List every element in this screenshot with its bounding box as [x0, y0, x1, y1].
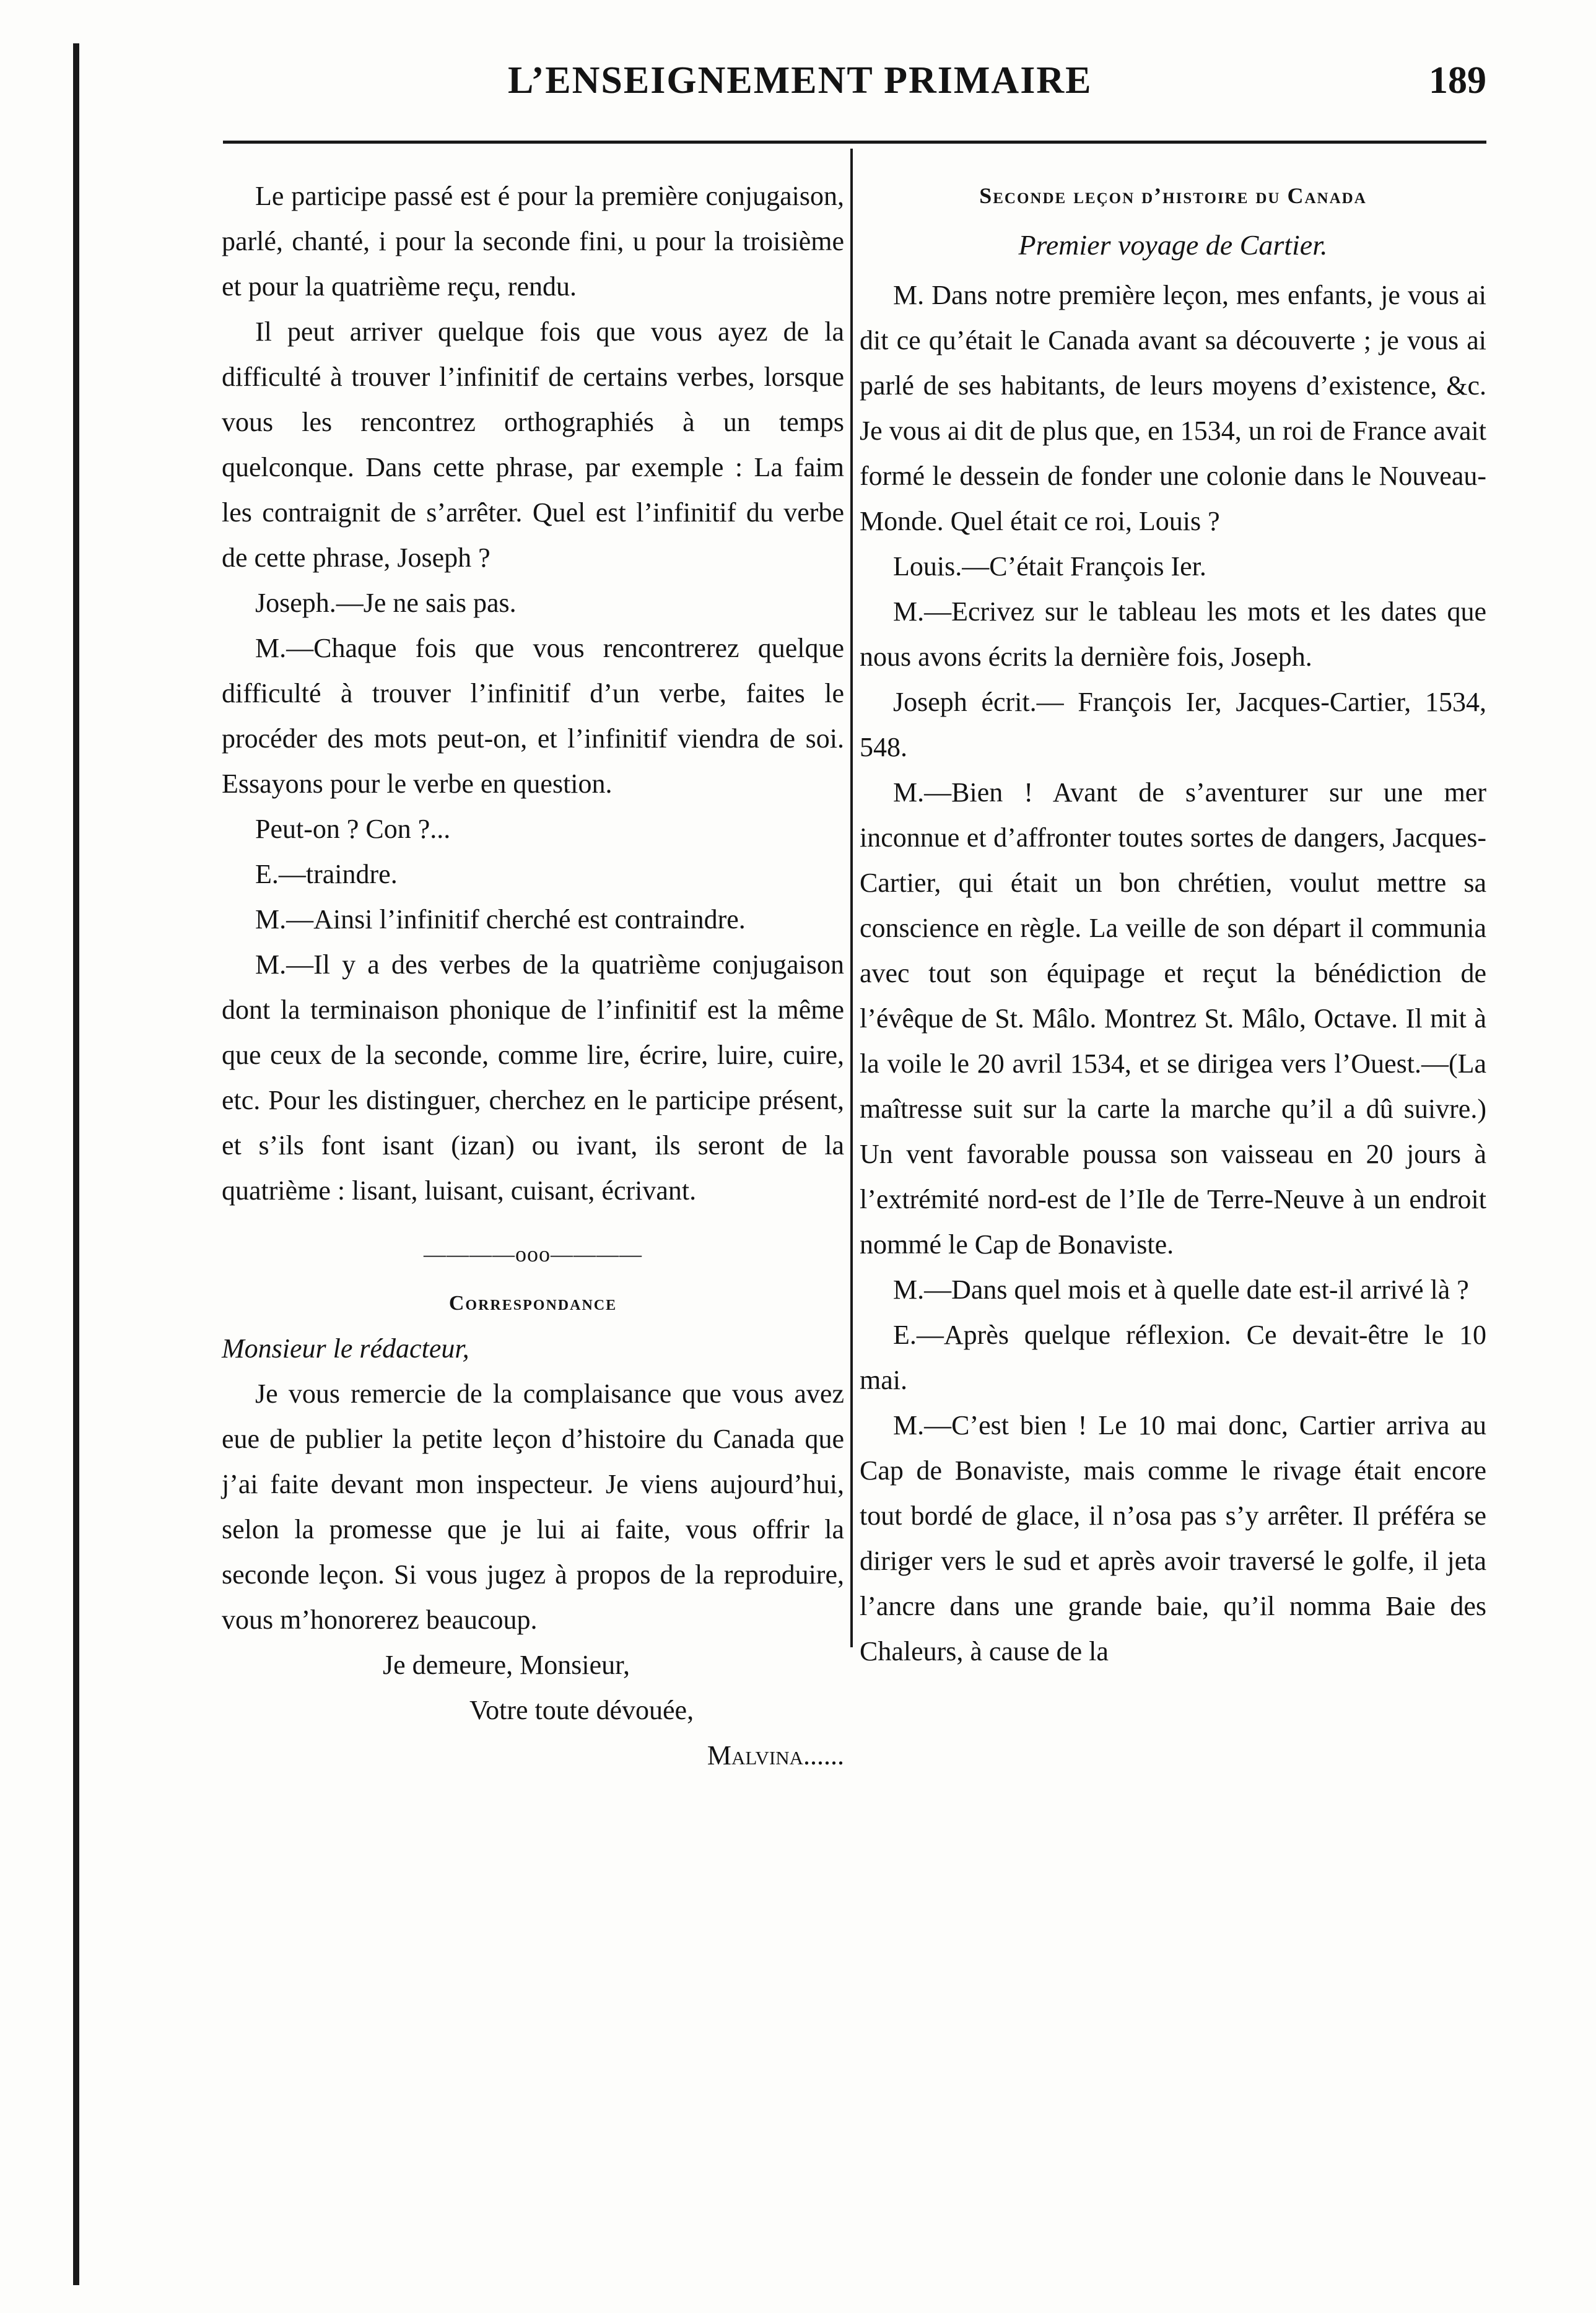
letter-signature: Malvina...... [707, 1740, 844, 1771]
column-divider [850, 149, 853, 1647]
letter-closing: Je demeure, Monsieur, [383, 1650, 630, 1680]
lesson-answer-date: E.—Après quelque réflexion. Ce devait-être le 10 mai. [860, 1320, 1486, 1395]
lesson-paragraph-voyage: M.—Bien ! Avant de s’aventurer sur une mer inconnue et d’affronter toutes sortes de dangers, Jacques-Cartier, qui était un bon chrétien, voulut mettre sa conscience en règle. La veille de son départ il communia avec tout son équipage et reçut la bénédiction de l’évêque de St. Mâlo. Montrez St. Mâlo, Octave. Il mit à la voile le 20 avril 1534, et se dirigea vers l’Ouest.—(La maîtresse suit sur la carte la marche qu’il a dû suivre.) Un vent favorable poussa son vaisseau en 20 jours à l’extrémité nord-est de l’Ile de Terre-Neuve à un endroit nommé le Cap de Bonaviste. [860, 777, 1486, 1260]
header-rule [223, 141, 1486, 144]
dialogue-conclusion: M.—Ainsi l’infinitif cherché est contraindre. [255, 904, 746, 934]
paragraph-participe: Le participe passé est é pour la première conjugaison, parlé, chanté, i pour la seconde fini, u pour la troisième et pour la quatrième reçu, rendu. [222, 181, 844, 302]
correspondence-heading: Correspondance [448, 1292, 617, 1315]
page-binding-edge [73, 43, 79, 2285]
running-title: L’ENSEIGNEMENT PRIMAIRE [508, 59, 1092, 102]
section-separator: ————ooo———— [424, 1242, 642, 1266]
letter-body: Je vous remercie de la complaisance que vous avez eue de publier la petite leçon d’histoire du Canada que j’ai faite devant mon inspecteur. Je viens aujourd’hui, selon la promesse que je lui ai faite, vous offrir la seconde leçon. Si vous jugez à propos de la reproduire, vous m’honorerez beaucoup. [222, 1379, 844, 1635]
dialogue-question: Peut-on ? Con ?... [255, 814, 451, 844]
lesson-paragraph-intro: M. Dans notre première leçon, mes enfants, je vous ai dit ce qu’était le Canada avant sa découverte ; je vous ai parlé de ses habitants, de leurs moyens d’existence, &c. Je vous ai dit de plus que, en 1534, un roi de France avait formé le dessein de fonder une colonie dans le Nouveau-Monde. Quel était ce roi, Louis ? [860, 280, 1486, 536]
lesson-answer-louis: Louis.—C’était François Ier. [893, 551, 1206, 582]
page-number: 189 [1429, 59, 1486, 102]
right-column [860, 173, 1486, 1674]
lesson-paragraph-arrivee: M.—C’est bien ! Le 10 mai donc, Cartier arriva au Cap de Bonaviste, mais comme le rivage était encore tout bordé de glace, il n’osa pas s’y arrêter. Il préféra se diriger vers le sud et après avoir traversé le golfe, il jeta l’ancre dans une grande baie, qu’il nomma Baie des Chaleurs, à cause de la [860, 1410, 1486, 1666]
lesson-instruction-tableau: M.—Ecrivez sur le tableau les mots et les dates que nous avons écrits la dernière fois, Joseph. [860, 596, 1486, 672]
paragraph-quatrieme-conjugaison: M.—Il y a des verbes de la quatrième conjugaison dont la terminaison phonique de l’infinitif est la même que ceux de la seconde, comme lire, écrire, luire, cuire, etc. Pour les distinguer, cherchez en le participe présent, et s’ils font isant (izan) ou ivant, ils seront de la quatrième : lisant, luisant, cuisant, écrivant. [222, 949, 844, 1206]
dialogue-eleve: E.—traindre. [255, 859, 398, 889]
page-header [217, 59, 1486, 127]
letter-salutation: Monsieur le rédacteur, [222, 1333, 469, 1364]
letter-closing-devouee: Votre toute dévouée, [469, 1695, 694, 1725]
left-column [222, 173, 844, 1778]
lesson-title: Seconde leçon d’histoire du Canada [979, 183, 1367, 208]
lesson-subtitle: Premier voyage de Cartier. [1018, 229, 1328, 261]
lesson-question-date: M.—Dans quel mois et à quelle date est-il arrivé là ? [893, 1274, 1469, 1305]
dialogue-maitre: M.—Chaque fois que vous rencontrerez quelque difficulté à trouver l’infinitif d’un verbe, faites le procéder des mots peut-on, et l’infinitif viendra de soi. Essayons pour le verbe en question. [222, 633, 844, 799]
lesson-joseph-ecrit: Joseph écrit.— François Ier, Jacques-Cartier, 1534, 548. [860, 687, 1486, 762]
paragraph-infinitif: Il peut arriver quelque fois que vous ayez de la difficulté à trouver l’infinitif de certains verbes, lorsque vous les rencontrez orthographiés à un temps quelconque. Dans cette phrase, par exemple : La faim les contraignit de s’arrêter. Quel est l’infinitif du verbe de cette phrase, Joseph ? [222, 316, 844, 573]
dialogue-joseph: Joseph.—Je ne sais pas. [255, 588, 517, 618]
